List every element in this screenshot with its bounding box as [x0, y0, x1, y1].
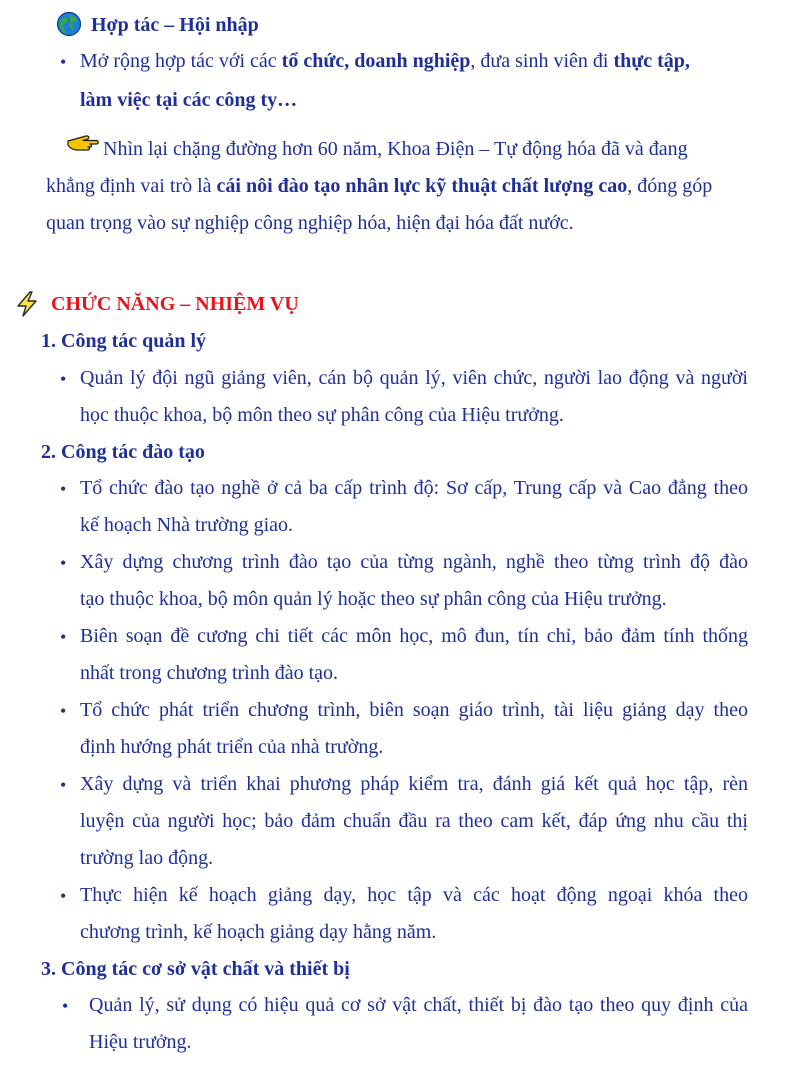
list-item-cont: tạo thuộc khoa, bộ môn quản lý hoặc theo sự phân công của Hiệu trưởng. — [80, 588, 667, 610]
list-item: Tổ chức đào tạo nghề ở cả ba cấp trình độ: Sơ cấp, Trung cấp và Cao đẳng theo — [80, 477, 748, 499]
list-item: Xây dựng chương trình đào tạo của từng ngành, nghề theo từng trình độ đào — [80, 551, 748, 573]
section-title: 3. Công tác cơ sở vật chất và thiết bị — [41, 958, 350, 980]
summary-line-1: Nhìn lại chặng đường hơn 60 năm, Khoa Điện – Tự động hóa đã và đang — [103, 138, 688, 160]
globe-icon — [56, 11, 82, 37]
list-item-cont: luyện của người học; bảo đảm chuẩn đầu ra theo cam kết, đáp ứng nhu cầu thị — [80, 810, 748, 832]
list-item: Quản lý đội ngũ giảng viên, cán bộ quản lý, viên chức, người lao động và người — [80, 367, 748, 389]
list-item: Tổ chức phát triển chương trình, biên soạn giáo trình, tài liệu giảng dạy theo — [80, 699, 748, 721]
list-item-cont: trường lao động. — [80, 847, 214, 869]
coop-title: Hợp tác – Hội nhập — [91, 14, 259, 36]
pointing-hand-icon — [66, 132, 100, 154]
functions-title: CHỨC NĂNG – NHIỆM VỤ — [51, 293, 299, 315]
list-item-cont: Hiệu trưởng. — [89, 1031, 192, 1053]
section-title: 1. Công tác quản lý — [41, 330, 207, 352]
list-item: Quản lý, sử dụng có hiệu quả cơ sở vật chất, thiết bị đào tạo theo quy định của — [89, 994, 748, 1016]
bullet: • — [60, 627, 67, 647]
list-item: Biên soạn đề cương chi tiết các môn học, mô đun, tín chỉ, bảo đảm tính thống — [80, 625, 748, 647]
bullet: • — [62, 996, 69, 1016]
lightning-icon — [14, 290, 40, 318]
bullet: • — [60, 775, 67, 795]
list-item-cont: học thuộc khoa, bộ môn theo sự phân công của Hiệu trưởng. — [80, 404, 564, 426]
summary-line-3: quan trọng vào sự nghiệp công nghiệp hóa, hiện đại hóa đất nước. — [46, 212, 574, 234]
list-item-cont: kế hoạch Nhà trường giao. — [80, 514, 294, 536]
list-item: Mở rộng hợp tác với các tổ chức, doanh nghiệp, đưa sinh viên đi thực tập, — [80, 50, 690, 72]
list-item: Xây dựng và triển khai phương pháp kiểm tra, đánh giá kết quả học tập, rèn — [80, 773, 748, 795]
list-item-cont: định hướng phát triển của nhà trường. — [80, 736, 384, 758]
list-item-cont: chương trình, kế hoạch giảng dạy hằng năm. — [80, 921, 437, 943]
list-item-cont: làm việc tại các công ty… — [80, 89, 298, 111]
bullet: • — [60, 553, 67, 573]
bullet: • — [60, 701, 67, 721]
bullet: • — [60, 52, 67, 72]
bullet: • — [60, 886, 67, 906]
list-item-cont: nhất trong chương trình đào tạo. — [80, 662, 339, 684]
list-item: Thực hiện kế hoạch giảng dạy, học tập và các hoạt động ngoại khóa theo — [80, 884, 748, 906]
bullet: • — [60, 369, 67, 389]
bullet: • — [60, 479, 67, 499]
section-title: 2. Công tác đào tạo — [41, 441, 205, 463]
summary-line-2: khẳng định vai trò là cái nôi đào tạo nhân lực kỹ thuật chất lượng cao, đóng góp — [46, 175, 713, 197]
